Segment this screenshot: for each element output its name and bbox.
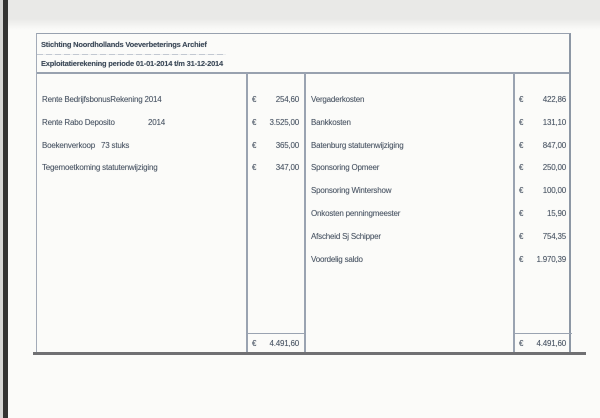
- empty-cell: [38, 180, 246, 203]
- expense-description-text: Onkosten penningmeester: [311, 208, 401, 218]
- euro-sign: €: [519, 254, 524, 264]
- income-description-text: Rente BedrijfsbonusRekening 2014: [42, 95, 162, 104]
- income-description-detail: 2014: [148, 117, 165, 127]
- euro-sign: €: [519, 163, 524, 173]
- empty-cell: [247, 226, 304, 249]
- header-divider-full: [37, 72, 569, 74]
- statement-period-title: Exploitatierekening periode 01-01-2014 t/m 31-12-2014: [41, 59, 223, 68]
- exploitation-statement-table: [36, 33, 571, 353]
- expense-amount-value: 15,90: [546, 208, 566, 218]
- expense-amount-value: 131,10: [542, 117, 566, 127]
- empty-cell: [247, 180, 304, 203]
- income-amount-value: 3.525,00: [269, 117, 299, 127]
- euro-sign: €: [519, 208, 524, 218]
- expense-row-description: [305, 226, 513, 249]
- expense-row-amount: [514, 157, 571, 180]
- euro-sign: €: [252, 117, 257, 127]
- income-row-amount: [247, 135, 304, 158]
- expense-row-description: [305, 249, 513, 272]
- euro-sign: €: [252, 163, 257, 173]
- euro-sign: €: [252, 339, 257, 348]
- organization-title: Stichting Noordhollands Voeverbeterings Archief: [41, 40, 207, 49]
- expense-row-description: [305, 89, 513, 112]
- income-description-column: [38, 89, 246, 271]
- expense-row-amount: [514, 226, 571, 249]
- income-row-amount: [247, 112, 304, 135]
- expense-row-amount: [514, 135, 571, 158]
- expense-amount-column: [514, 89, 571, 271]
- expense-amount-value: 100,00: [542, 186, 566, 196]
- expense-description-text: Voordelig saldo: [311, 254, 363, 264]
- income-row-description: [38, 135, 246, 158]
- empty-cell: [38, 249, 246, 272]
- income-amount-column: [247, 89, 304, 271]
- expense-row-description: [305, 135, 513, 158]
- income-amount-value: 254,60: [275, 95, 299, 104]
- expense-row-amount: [514, 89, 571, 112]
- income-row-amount: [247, 157, 304, 180]
- expense-amount-value: 1.970,39: [536, 254, 566, 264]
- expense-row-description: [305, 203, 513, 226]
- expense-amount-value: 847,00: [542, 140, 566, 150]
- euro-sign: €: [519, 117, 524, 127]
- expense-total-value: 4.491,60: [536, 339, 566, 348]
- income-description-text: Tegemoetkoming statutenwijziging: [42, 163, 158, 173]
- empty-cell: [247, 203, 304, 226]
- euro-sign: €: [519, 231, 524, 241]
- expense-row-amount: [514, 180, 571, 203]
- expense-description-text: Bankkosten: [311, 117, 351, 127]
- expense-row-amount: [514, 112, 571, 135]
- expense-row-amount: [514, 203, 571, 226]
- expense-description-text: Batenburg statutenwijziging: [311, 140, 404, 150]
- expense-row-description: [305, 112, 513, 135]
- income-row-description: [38, 157, 246, 180]
- euro-sign: €: [519, 140, 524, 150]
- income-description-text: Rente Rabo Deposito: [42, 117, 115, 127]
- income-row-description: [38, 112, 246, 135]
- income-total-value: 4.491,60: [269, 339, 299, 348]
- expense-amount-value: 422,86: [542, 95, 566, 104]
- expense-row-description: [305, 180, 513, 203]
- scan-top-margin: [8, 0, 600, 30]
- expense-total: [514, 334, 571, 353]
- empty-cell: [247, 249, 304, 272]
- expense-row-description: [305, 157, 513, 180]
- income-description-text: Boekenverkoop: [42, 140, 95, 150]
- income-amount-value: 347,00: [275, 163, 299, 173]
- euro-sign: €: [519, 95, 524, 104]
- euro-sign: €: [519, 339, 524, 348]
- table-bottom-border: [33, 352, 586, 355]
- expense-description-text: Afscheid Sj Schipper: [311, 231, 381, 241]
- income-row-amount: [247, 89, 304, 112]
- income-row-description: [38, 89, 246, 112]
- euro-sign: €: [252, 140, 257, 150]
- empty-cell: [38, 226, 246, 249]
- income-description-detail: 73 stuks: [101, 140, 130, 150]
- expense-description-column: [305, 89, 513, 271]
- expense-description-text: Vergaderkosten: [311, 95, 365, 104]
- expense-description-text: Sponsoring Opmeer: [311, 163, 380, 173]
- euro-sign: €: [252, 95, 257, 104]
- expense-amount-value: 250,00: [542, 163, 566, 173]
- euro-sign: €: [519, 186, 524, 196]
- income-amount-value: 365,00: [275, 140, 299, 150]
- income-total: [247, 334, 304, 353]
- expense-row-amount: [514, 249, 571, 272]
- empty-cell: [38, 203, 246, 226]
- expense-amount-value: 754,35: [542, 231, 566, 241]
- expense-description-text: Sponsoring Wintershow: [311, 186, 392, 196]
- scan-left-edge-shadow: [3, 0, 8, 418]
